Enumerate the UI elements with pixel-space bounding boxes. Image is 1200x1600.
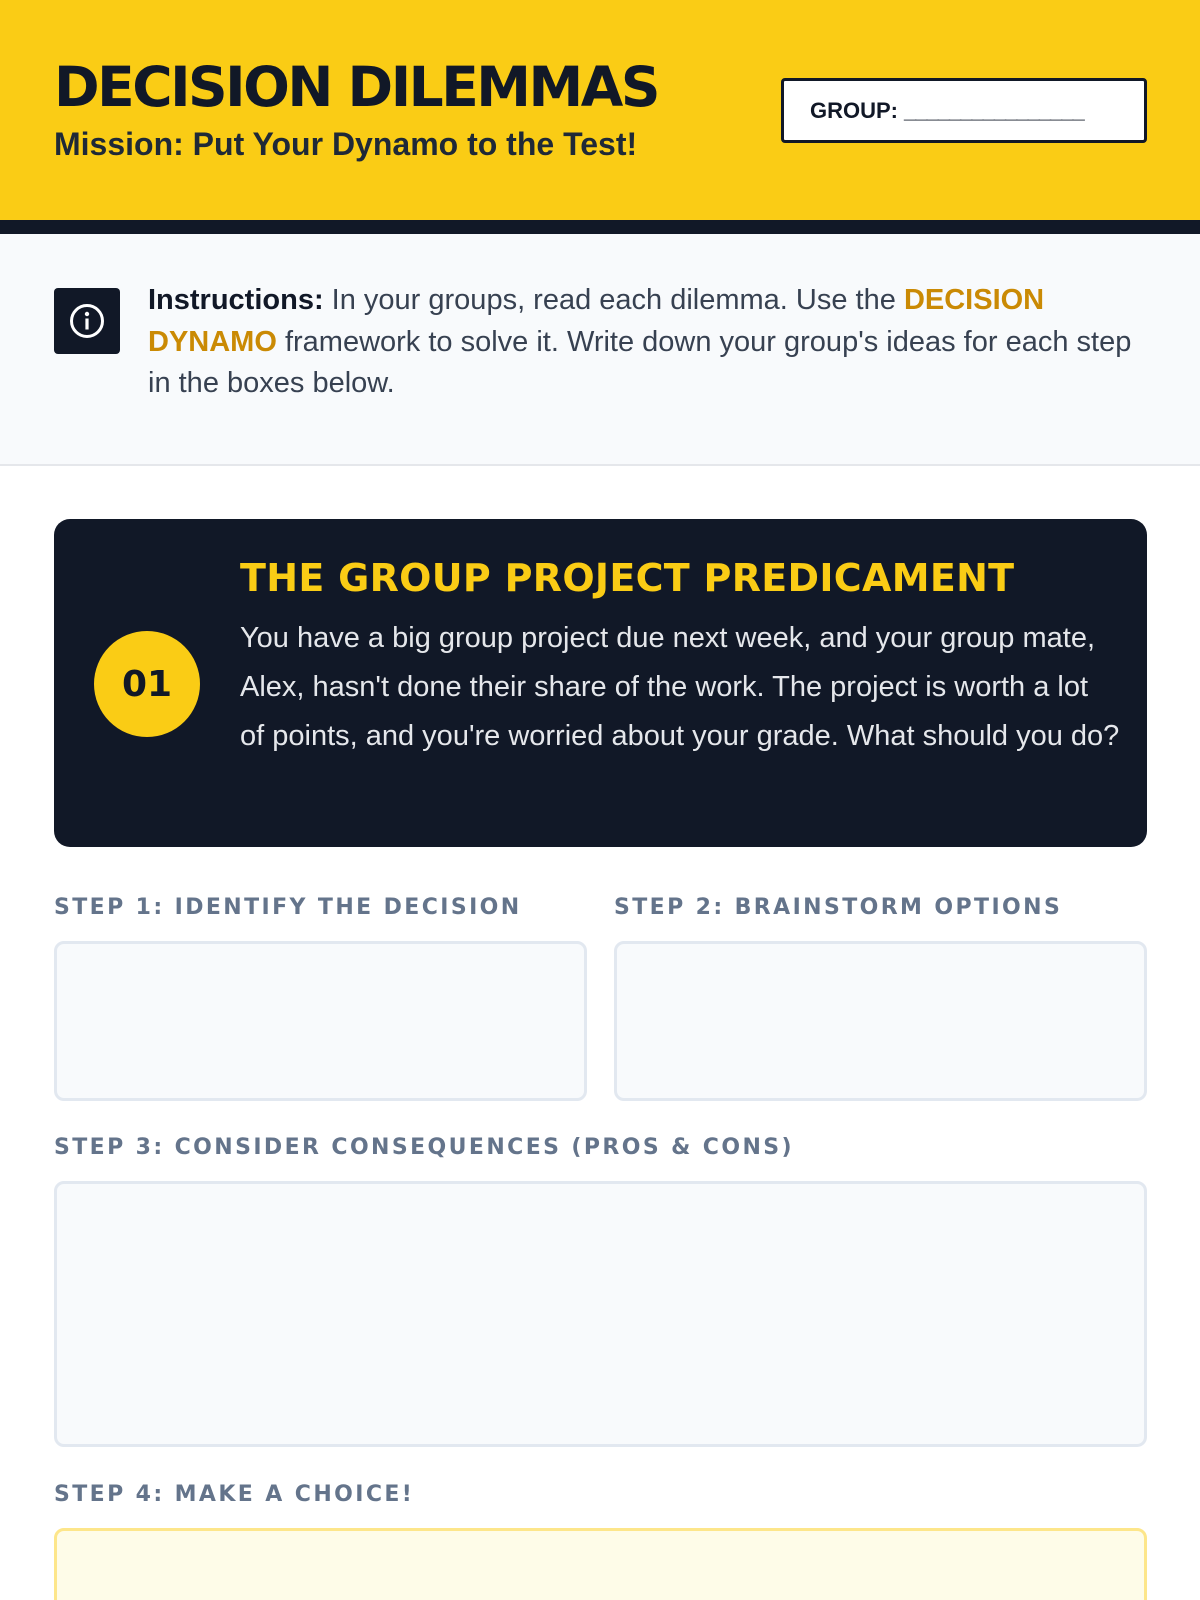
group-label: GROUP: xyxy=(810,97,898,123)
step-2-answer-box[interactable] xyxy=(614,941,1147,1101)
framework-name: DECISION DYNAMO xyxy=(148,284,1045,358)
instructions-text-before: In your groups, read each dilemma. Use the xyxy=(323,284,904,316)
dilemma-title: THE GROUP PROJECT PREDICAMENT xyxy=(240,556,1015,600)
dilemma-number-badge: 01 xyxy=(94,631,200,737)
info-icon xyxy=(54,288,120,354)
step-4-answer-box[interactable] xyxy=(54,1528,1147,1600)
step-4-label: STEP 4: MAKE A CHOICE! xyxy=(54,1482,415,1507)
instructions-panel xyxy=(0,234,1200,466)
step-1-label: STEP 1: IDENTIFY THE DECISION xyxy=(54,895,522,920)
dilemma-card xyxy=(54,519,1147,847)
instructions-lead: Instructions: xyxy=(148,284,324,316)
instructions-text xyxy=(148,280,1148,405)
header-divider xyxy=(0,220,1200,234)
dilemma-text: You have a big group project due next week, and your group mate, Alex, hasn't done their share of the work. The project is worth a lot of points, and you're worried about your grade. What should you do? xyxy=(240,622,1120,752)
header xyxy=(0,0,1200,220)
step-3-label: STEP 3: CONSIDER CONSEQUENCES (PROS & CONS) xyxy=(54,1135,794,1160)
instructions-text-after: framework to solve it. Write down your group's ideas for each step in the boxes below. xyxy=(148,325,1132,399)
group-field[interactable] xyxy=(781,78,1147,143)
step-3-answer-box[interactable] xyxy=(54,1181,1147,1447)
step-1-answer-box[interactable] xyxy=(54,941,587,1101)
step-2-label: STEP 2: BRAINSTORM OPTIONS xyxy=(614,895,1063,920)
page-title: DECISION DILEMMAS xyxy=(54,55,658,119)
group-blank-line: ________________ xyxy=(904,97,1084,123)
page-subtitle: Mission: Put Your Dynamo to the Test! xyxy=(54,126,638,162)
